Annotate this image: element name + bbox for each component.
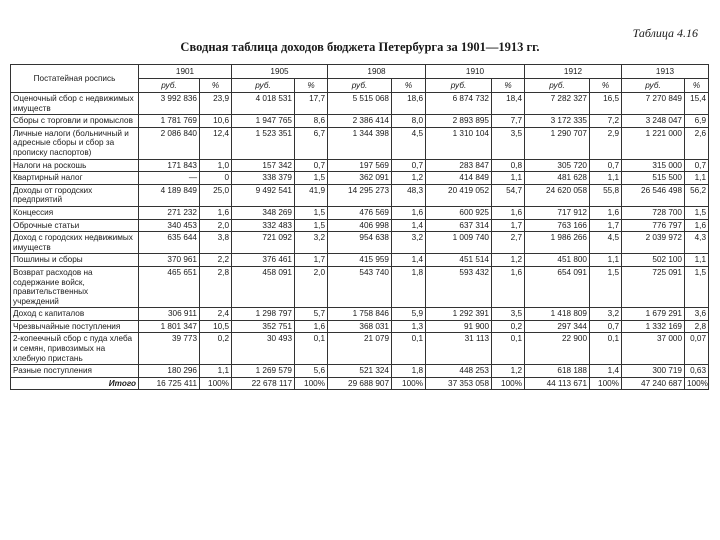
table-row	[11, 308, 709, 321]
value-rub: 1 009 740	[426, 232, 492, 254]
value-pct: 1,1	[590, 172, 622, 185]
total-rub: 29 688 907	[328, 377, 392, 390]
table-row	[11, 365, 709, 378]
table-title: Сводная таблица доходов бюджета Петербурга за 1901—1913 гг.	[180, 40, 540, 54]
value-rub: 776 797	[622, 219, 685, 232]
value-pct: 1,2	[392, 172, 426, 185]
value-pct: 56,2	[685, 184, 709, 206]
value-rub: 3 992 836	[139, 93, 200, 115]
value-rub: 332 483	[232, 219, 295, 232]
value-rub: 24 620 058	[525, 184, 590, 206]
value-pct: 1,1	[200, 365, 232, 378]
value-rub: 2 386 414	[328, 115, 392, 128]
value-pct: 1,1	[685, 254, 709, 267]
value-rub: 370 961	[139, 254, 200, 267]
total-label: Итого	[11, 377, 139, 390]
value-rub: 1 801 347	[139, 320, 200, 333]
value-pct: 1,7	[492, 219, 525, 232]
value-pct: 1,8	[392, 365, 426, 378]
value-rub: 6 874 732	[426, 93, 492, 115]
value-pct: 17,7	[295, 93, 328, 115]
value-pct: 12,4	[200, 127, 232, 159]
table-row	[11, 159, 709, 172]
value-pct: 0,8	[492, 159, 525, 172]
value-rub: 20 419 052	[426, 184, 492, 206]
value-pct: 0,7	[590, 320, 622, 333]
year-header: 1908	[328, 65, 426, 79]
value-rub: 1 298 797	[232, 308, 295, 321]
value-pct: 25,0	[200, 184, 232, 206]
value-pct: 0,1	[295, 333, 328, 365]
value-pct: 2,4	[200, 308, 232, 321]
value-rub: 30 493	[232, 333, 295, 365]
value-rub: 271 232	[139, 206, 200, 219]
value-rub: 637 314	[426, 219, 492, 232]
value-pct: 5,9	[392, 308, 426, 321]
value-rub: 3 248 047	[622, 115, 685, 128]
value-pct: 15,4	[685, 93, 709, 115]
value-pct: 0,63	[685, 365, 709, 378]
table-row	[11, 266, 709, 307]
table-row	[11, 172, 709, 185]
value-rub: 362 091	[328, 172, 392, 185]
unit-rub-header: руб.	[426, 79, 492, 93]
value-pct: 4,5	[392, 127, 426, 159]
table-number: Таблица 4.16	[632, 26, 698, 40]
value-pct: 0,1	[492, 333, 525, 365]
value-pct: 1,7	[590, 219, 622, 232]
value-pct: 1,6	[590, 206, 622, 219]
value-rub: 297 344	[525, 320, 590, 333]
value-rub: 1 292 391	[426, 308, 492, 321]
value-rub: 2 086 840	[139, 127, 200, 159]
year-header: 1910	[426, 65, 525, 79]
value-rub: 39 773	[139, 333, 200, 365]
value-pct: 1,1	[492, 172, 525, 185]
value-rub: 338 379	[232, 172, 295, 185]
value-pct: 10,6	[200, 115, 232, 128]
value-rub: 414 849	[426, 172, 492, 185]
value-rub: 14 295 273	[328, 184, 392, 206]
total-rub: 44 113 671	[525, 377, 590, 390]
value-pct: 0,7	[392, 159, 426, 172]
value-rub: 502 100	[622, 254, 685, 267]
table-body	[11, 65, 709, 390]
value-pct: 2,9	[590, 127, 622, 159]
value-rub: 451 800	[525, 254, 590, 267]
value-pct: 1,7	[295, 254, 328, 267]
value-rub: 1 986 266	[525, 232, 590, 254]
value-pct: 0	[200, 172, 232, 185]
value-rub: 721 092	[232, 232, 295, 254]
value-rub: 352 751	[232, 320, 295, 333]
value-pct: 1,8	[392, 266, 426, 307]
total-pct: 100%	[492, 377, 525, 390]
value-pct: 3,2	[590, 308, 622, 321]
value-pct: 1,5	[295, 206, 328, 219]
value-pct: 3,2	[392, 232, 426, 254]
total-row	[11, 377, 709, 390]
value-rub: 1 344 398	[328, 127, 392, 159]
table-row	[11, 93, 709, 115]
year-header: 1913	[622, 65, 709, 79]
value-pct: 7,7	[492, 115, 525, 128]
column-header-article: Постатейная роспись	[11, 65, 139, 93]
total-pct: 100%	[685, 377, 709, 390]
value-rub: 21 079	[328, 333, 392, 365]
value-rub: 415 959	[328, 254, 392, 267]
table-row	[11, 206, 709, 219]
value-rub: 157 342	[232, 159, 295, 172]
value-rub: 618 188	[525, 365, 590, 378]
total-pct: 100%	[392, 377, 426, 390]
value-rub: 9 492 541	[232, 184, 295, 206]
value-pct: 55,8	[590, 184, 622, 206]
value-rub: 305 720	[525, 159, 590, 172]
unit-rub-header: руб.	[525, 79, 590, 93]
table-row	[11, 254, 709, 267]
value-pct: 18,4	[492, 93, 525, 115]
row-label: Оценочный сбор с недвижимых имуществ	[11, 93, 139, 115]
unit-rub-header: руб.	[328, 79, 392, 93]
value-pct: 5,6	[295, 365, 328, 378]
row-label: Возврат расходов на содержание войск, правительственных учреждений	[11, 266, 139, 307]
row-label: Налоги на роскошь	[11, 159, 139, 172]
value-pct: 23,9	[200, 93, 232, 115]
year-header: 1905	[232, 65, 328, 79]
value-pct: 3,6	[685, 308, 709, 321]
value-rub: 306 911	[139, 308, 200, 321]
value-rub: 7 282 327	[525, 93, 590, 115]
value-pct: 10,5	[200, 320, 232, 333]
unit-pct-header: %	[295, 79, 328, 93]
value-rub: 1 781 769	[139, 115, 200, 128]
value-rub: 3 172 335	[525, 115, 590, 128]
value-pct: 1,6	[492, 206, 525, 219]
value-pct: 1,2	[492, 254, 525, 267]
total-pct: 100%	[590, 377, 622, 390]
total-rub: 16 725 411	[139, 377, 200, 390]
value-pct: 1,4	[590, 365, 622, 378]
table-row	[11, 184, 709, 206]
value-pct: 18,6	[392, 93, 426, 115]
unit-pct-header: %	[392, 79, 426, 93]
value-rub: 543 740	[328, 266, 392, 307]
value-rub: 1 758 846	[328, 308, 392, 321]
value-rub: 593 432	[426, 266, 492, 307]
value-pct: 5,7	[295, 308, 328, 321]
total-rub: 37 353 058	[426, 377, 492, 390]
value-pct: 1,1	[590, 254, 622, 267]
table-row	[11, 320, 709, 333]
value-pct: 48,3	[392, 184, 426, 206]
value-rub: 521 324	[328, 365, 392, 378]
value-pct: 3,2	[295, 232, 328, 254]
value-rub: 728 700	[622, 206, 685, 219]
value-pct: 8,0	[392, 115, 426, 128]
value-pct: 1,5	[295, 219, 328, 232]
table-row	[11, 333, 709, 365]
value-rub: 600 925	[426, 206, 492, 219]
value-rub: 1 290 707	[525, 127, 590, 159]
value-pct: 8,6	[295, 115, 328, 128]
value-rub: 481 628	[525, 172, 590, 185]
value-pct: 1,4	[392, 254, 426, 267]
row-label: Доход с капиталов	[11, 308, 139, 321]
value-rub: 1 332 169	[622, 320, 685, 333]
value-pct: 0,2	[200, 333, 232, 365]
value-rub: 451 514	[426, 254, 492, 267]
value-pct: 4,5	[590, 232, 622, 254]
value-pct: 41,9	[295, 184, 328, 206]
value-pct: 1,5	[685, 206, 709, 219]
value-pct: 1,6	[295, 320, 328, 333]
value-pct: 2,7	[492, 232, 525, 254]
value-rub: 22 900	[525, 333, 590, 365]
value-rub: 171 843	[139, 159, 200, 172]
total-pct: 100%	[295, 377, 328, 390]
value-rub: 717 912	[525, 206, 590, 219]
value-pct: 1,2	[492, 365, 525, 378]
value-rub: 368 031	[328, 320, 392, 333]
value-rub: 635 644	[139, 232, 200, 254]
value-pct: 1,6	[492, 266, 525, 307]
year-header: 1912	[525, 65, 622, 79]
value-pct: 3,5	[492, 127, 525, 159]
value-pct: 4,3	[685, 232, 709, 254]
value-rub: —	[139, 172, 200, 185]
value-pct: 1,5	[590, 266, 622, 307]
table-row	[11, 219, 709, 232]
row-label: 2-копеечный сбор с пуда хлеба и семян, привозимых на хлебную пристань	[11, 333, 139, 365]
unit-pct-header: %	[685, 79, 709, 93]
value-rub: 26 546 498	[622, 184, 685, 206]
value-pct: 16,5	[590, 93, 622, 115]
value-rub: 2 893 895	[426, 115, 492, 128]
value-pct: 0,7	[590, 159, 622, 172]
value-pct: 1,3	[392, 320, 426, 333]
value-pct: 2,8	[685, 320, 709, 333]
value-pct: 2,6	[685, 127, 709, 159]
value-rub: 725 091	[622, 266, 685, 307]
value-rub: 1 269 579	[232, 365, 295, 378]
value-rub: 91 900	[426, 320, 492, 333]
budget-table	[10, 64, 709, 390]
value-rub: 465 651	[139, 266, 200, 307]
value-rub: 2 039 972	[622, 232, 685, 254]
value-rub: 476 569	[328, 206, 392, 219]
total-pct: 100%	[200, 377, 232, 390]
value-pct: 3,5	[492, 308, 525, 321]
value-rub: 406 998	[328, 219, 392, 232]
value-pct: 0,1	[392, 333, 426, 365]
value-rub: 654 091	[525, 266, 590, 307]
value-pct: 0,07	[685, 333, 709, 365]
value-rub: 448 253	[426, 365, 492, 378]
value-rub: 283 847	[426, 159, 492, 172]
value-rub: 1 310 104	[426, 127, 492, 159]
value-pct: 0,1	[590, 333, 622, 365]
value-pct: 0,2	[492, 320, 525, 333]
year-header: 1901	[139, 65, 232, 79]
value-pct: 1,6	[392, 206, 426, 219]
value-rub: 4 189 849	[139, 184, 200, 206]
value-rub: 315 000	[622, 159, 685, 172]
value-pct: 0,7	[685, 159, 709, 172]
value-rub: 1 523 351	[232, 127, 295, 159]
value-rub: 763 166	[525, 219, 590, 232]
row-label: Разные поступления	[11, 365, 139, 378]
unit-rub-header: руб.	[139, 79, 200, 93]
value-rub: 1 418 809	[525, 308, 590, 321]
table-row	[11, 127, 709, 159]
value-rub: 1 947 765	[232, 115, 295, 128]
value-rub: 376 461	[232, 254, 295, 267]
value-pct: 0,7	[295, 159, 328, 172]
value-rub: 300 719	[622, 365, 685, 378]
header-row-years	[11, 65, 709, 79]
row-label: Концессия	[11, 206, 139, 219]
unit-pct-header: %	[200, 79, 232, 93]
row-label: Пошлины и сборы	[11, 254, 139, 267]
value-pct: 1,5	[295, 172, 328, 185]
value-pct: 1,1	[685, 172, 709, 185]
value-pct: 2,0	[295, 266, 328, 307]
table-row	[11, 115, 709, 128]
value-rub: 458 091	[232, 266, 295, 307]
unit-rub-header: руб.	[232, 79, 295, 93]
value-pct: 7,2	[590, 115, 622, 128]
value-pct: 6,7	[295, 127, 328, 159]
total-rub: 22 678 117	[232, 377, 295, 390]
value-rub: 5 515 068	[328, 93, 392, 115]
row-label: Доходы от городских предприятий	[11, 184, 139, 206]
unit-pct-header: %	[590, 79, 622, 93]
value-pct: 2,8	[200, 266, 232, 307]
value-rub: 37 000	[622, 333, 685, 365]
total-rub: 47 240 687	[622, 377, 685, 390]
value-pct: 1,4	[392, 219, 426, 232]
value-pct: 1,0	[200, 159, 232, 172]
row-label: Оброчные статьи	[11, 219, 139, 232]
value-rub: 1 679 291	[622, 308, 685, 321]
row-label: Доход с городских недвижимых имуществ	[11, 232, 139, 254]
table-row	[11, 232, 709, 254]
value-rub: 340 453	[139, 219, 200, 232]
value-pct: 2,2	[200, 254, 232, 267]
row-label: Чрезвычайные поступления	[11, 320, 139, 333]
value-rub: 4 018 531	[232, 93, 295, 115]
value-rub: 197 569	[328, 159, 392, 172]
value-rub: 515 500	[622, 172, 685, 185]
row-label: Сборы с торговли и промыслов	[11, 115, 139, 128]
row-label: Квартирный налог	[11, 172, 139, 185]
value-rub: 180 296	[139, 365, 200, 378]
row-label: Личные налоги (больничный и адресные сборы и сбор за прописку паспортов)	[11, 127, 139, 159]
value-rub: 954 638	[328, 232, 392, 254]
value-pct: 1,6	[685, 219, 709, 232]
value-pct: 54,7	[492, 184, 525, 206]
unit-pct-header: %	[492, 79, 525, 93]
unit-rub-header: руб.	[622, 79, 685, 93]
value-pct: 2,0	[200, 219, 232, 232]
value-pct: 1,6	[200, 206, 232, 219]
value-rub: 7 270 849	[622, 93, 685, 115]
value-pct: 1,5	[685, 266, 709, 307]
value-rub: 348 269	[232, 206, 295, 219]
value-rub: 31 113	[426, 333, 492, 365]
value-pct: 6,9	[685, 115, 709, 128]
value-pct: 3,8	[200, 232, 232, 254]
value-rub: 1 221 000	[622, 127, 685, 159]
